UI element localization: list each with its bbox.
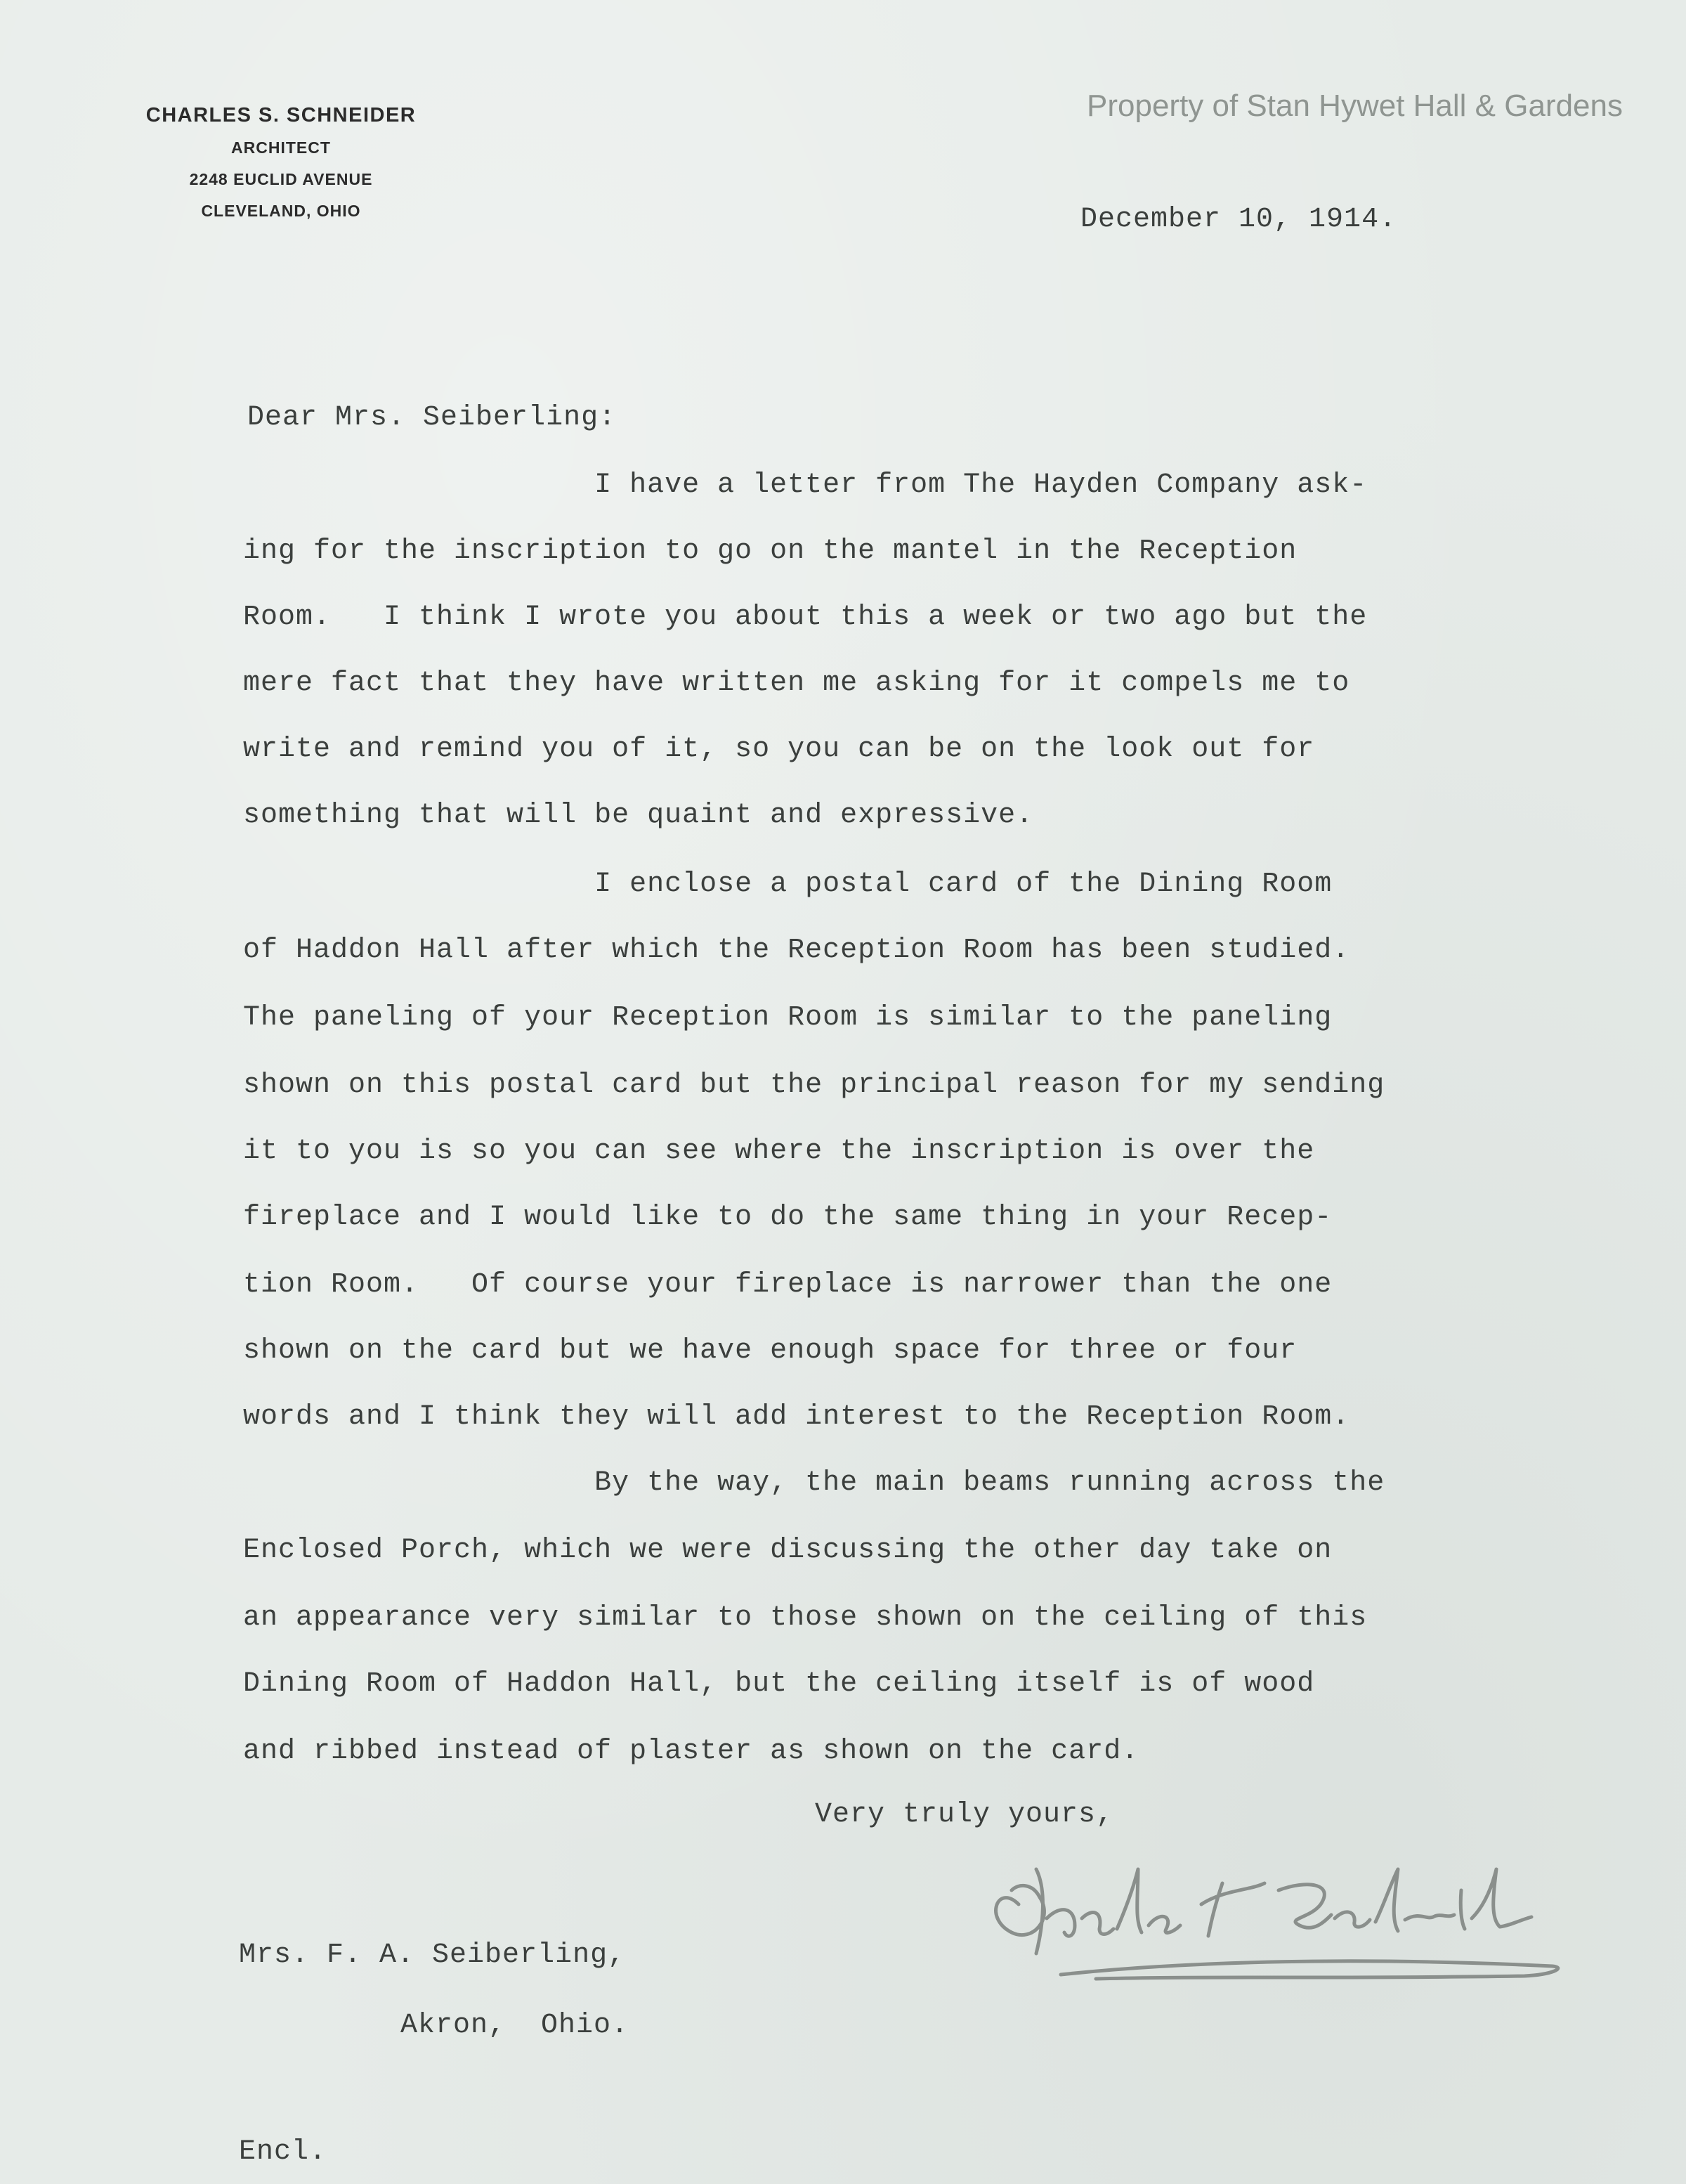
body-line: tion Room. Of course your fireplace is narrower than the one: [243, 1269, 1333, 1301]
body-line: Enclosed Porch, which we were discussing the other day take on: [243, 1535, 1333, 1566]
body-line: words and I think they will add interest to the Reception Room.: [243, 1401, 1350, 1433]
body-line: of Haddon Hall after which the Reception Room has been studied.: [243, 935, 1350, 966]
recipient-name: Mrs. F. A. Seiberling,: [239, 1939, 626, 1971]
body-line: By the way, the main beams running across the: [243, 1467, 1385, 1499]
body-line: mere fact that they have written me asking for it compels me to: [243, 668, 1350, 699]
body-line: The paneling of your Reception Room is similar to the paneling: [243, 1002, 1333, 1034]
body-line: shown on this postal card but the principal reason for my sending: [243, 1070, 1385, 1101]
body-line: and ribbed instead of plaster as shown on the card.: [243, 1736, 1139, 1767]
body-line: I enclose a postal card of the Dining Room: [243, 869, 1333, 900]
body-line: write and remind you of it, so you can be on the look out for: [243, 734, 1315, 765]
watermark: Property of Stan Hywet Hall & Gardens: [1087, 89, 1623, 123]
body-line: ing for the inscription to go on the mantel in the Reception: [243, 535, 1298, 567]
letterhead-city: CLEVELAND, OHIO: [201, 202, 361, 220]
enclosure-note: Encl.: [239, 2136, 327, 2168]
letterhead-name: CHARLES S. SCHNEIDER: [145, 104, 417, 126]
letter-date: December 10, 1914.: [1080, 204, 1397, 235]
body-line: fireplace and I would like to do the same thing in your Recep-: [243, 1202, 1333, 1233]
handwritten-signature: [969, 1841, 1602, 1982]
body-line: I have a letter from The Hayden Company ask-: [243, 469, 1368, 501]
body-line: something that will be quaint and expressive.: [243, 800, 1034, 831]
body-line: Room. I think I wrote you about this a week or two ago but the: [243, 602, 1368, 633]
body-line: an appearance very similar to those shown on the ceiling of this: [243, 1602, 1368, 1634]
letterhead-address: 2248 EUCLID AVENUE: [189, 170, 373, 188]
body-line: Dining Room of Haddon Hall, but the ceiling itself is of wood: [243, 1668, 1315, 1700]
body-line: shown on the card but we have enough space for three or four: [243, 1335, 1298, 1367]
salutation: Dear Mrs. Seiberling:: [247, 402, 617, 434]
closing: Very truly yours,: [815, 1799, 1114, 1831]
body-line: it to you is so you can see where the inscription is over the: [243, 1136, 1315, 1167]
letterhead: [84, 104, 478, 233]
recipient-city: Akron, Ohio.: [400, 2010, 629, 2041]
letterhead-title: ARCHITECT: [231, 138, 331, 157]
